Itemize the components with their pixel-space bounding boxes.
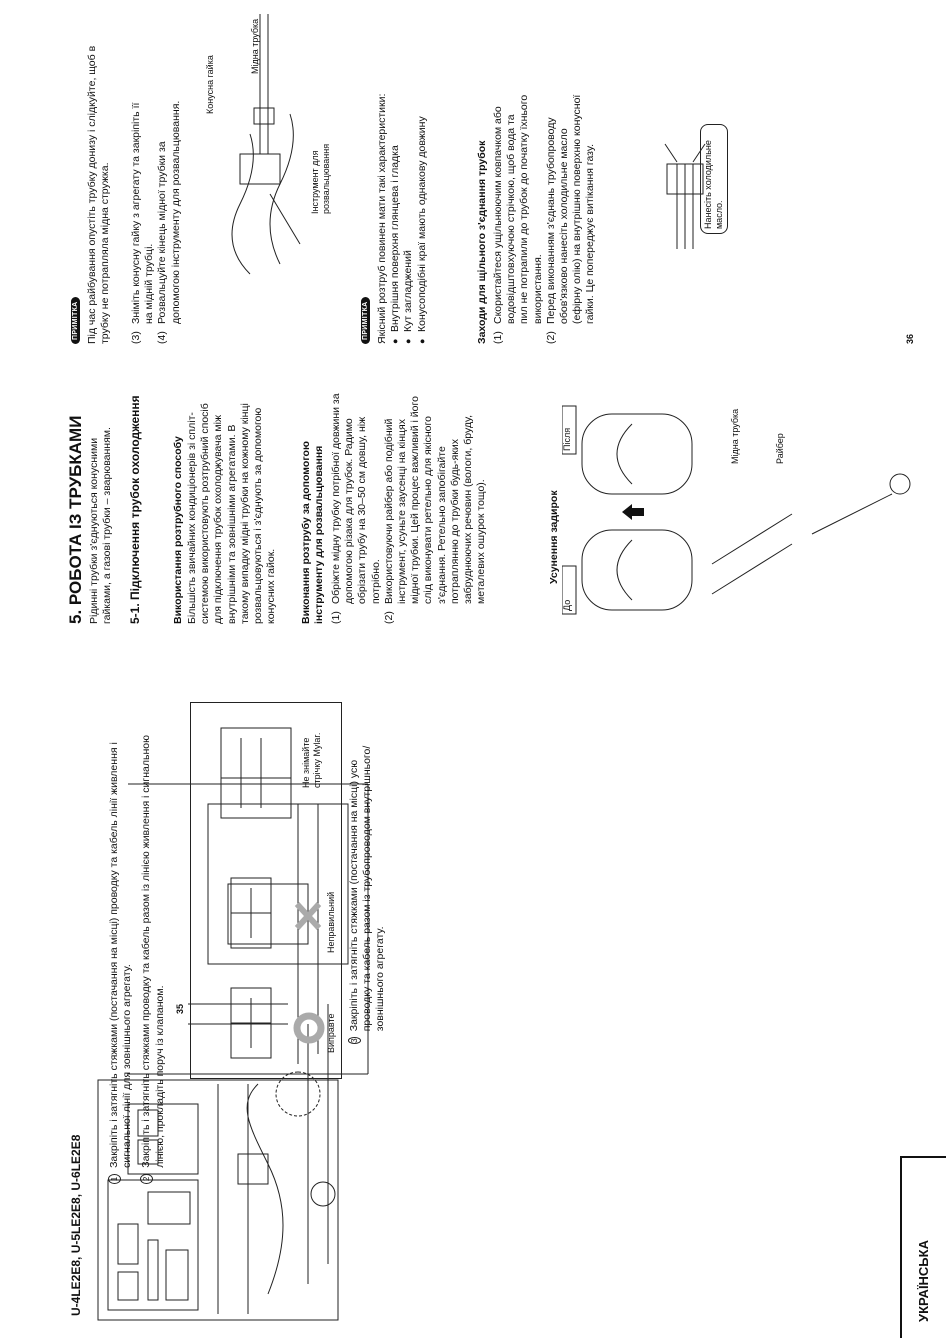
step-text: Зніміть конусну гайку з агрегату та закріпіть її на мідній трубці.	[130, 102, 156, 324]
seal-steps	[492, 94, 598, 344]
step-number: 1	[108, 1174, 121, 1184]
section5-heading	[66, 404, 86, 624]
left-step-2	[140, 704, 166, 1184]
note1	[64, 14, 112, 344]
mylar-note: Не знімайте стрічку Mylar.	[301, 732, 322, 788]
step-text: Використовуючи райбер або подібний інструмент, усуньте заусенці на кінцях мідної трубки. Цей процес важливий і його слід виконувати ретельно для якісного з'єднання. Ретельно запобігайте потраплянню до трубки будь-яких забруднюючих речовин (вологи, бруду, металевих ошурок тощо).	[382, 396, 488, 604]
flare-step-1	[330, 389, 383, 624]
page-number-right: 36	[905, 333, 915, 344]
subsection-title: 5-1. Підключення трубок охолодження	[128, 395, 142, 624]
seal-step-2	[545, 94, 598, 344]
note2-bullet: ● Внутрішня поверхня глянцева і гладка	[389, 24, 402, 344]
correct-label: Виправте	[326, 1013, 336, 1053]
flare-copper-label: Мідна трубка	[250, 18, 260, 74]
seal-title: Заходи для щільного з'єднання трубок	[476, 140, 488, 344]
copper-pipe-label: Мідна трубка	[730, 408, 740, 464]
step-text: Закріпіть і затягніть стяжками проводку та кабель разом із лінією живлення і сигнальною лінією, прокладіть поруч із клапаном.	[140, 734, 166, 1168]
callout-box	[190, 702, 342, 1079]
note1-text: Під час райбування опустіть трубку донизу і слідкуйте, щоб в трубку не потрапляла мідна стружка.	[86, 45, 112, 344]
section-intro: Рідинні трубки з'єднуються конусними гайками, а газові трубки – зварюванням.	[88, 427, 114, 624]
language-tab	[900, 1156, 946, 1338]
flare-nut-label: Конусна гайка	[205, 55, 215, 114]
wrong-label: Неправильний	[326, 891, 336, 953]
step-number: 2	[140, 1174, 153, 1184]
step-text: Обріжте мідну трубку потрібної довжини за допомогою різака для трубок. Радимо обрізати трубу на 30–50 см довшу, ніж потрібно.	[330, 393, 382, 604]
flare-step-2	[383, 389, 489, 624]
step-number: (2)	[382, 611, 395, 624]
before-label: До	[562, 599, 572, 611]
note-badge: ПРИМІТКА	[71, 297, 80, 344]
right-steps	[130, 94, 183, 344]
language-label: УКРАЇНСЬКА	[916, 1240, 931, 1322]
step-number: (2)	[544, 331, 557, 344]
step-number: (1)	[492, 331, 504, 344]
left-step-3	[348, 744, 388, 1044]
step-number: 3	[350, 1038, 359, 1043]
page-number-left: 35	[175, 1003, 185, 1014]
section-title: 5. РОБОТА ІЗ ТРУБКАМИ	[66, 415, 85, 624]
step-text: Закріпіть і затягніть стяжками (постачання на місці) усю проводку та кабель разом із трубопроводом внутрішнього/зовнішнього агрегату.	[348, 745, 387, 1032]
flare-use-text: Більшість звичайних кондиціонерів зі спліт-системою використовують розтрубний спосіб для підключення трубок охолоджувача між внутрішніми та зовнішніми агрегатами. В такому випадку мідні трубки на кожному кінці розвальцовуються і з'єднують за допомогою конусних гайок.	[186, 403, 278, 624]
reamer-label: Райбер	[775, 433, 785, 464]
flare-tool-label: Інструмент для розвальцювання	[310, 143, 331, 214]
after-label: Після	[562, 427, 572, 451]
flare-use-title: Використання розтрубного способу	[172, 436, 184, 624]
note2-bullet: ● Конусоподібні краї мають однакову довжину	[416, 24, 429, 344]
step-text: Скористайтеся ущільнюючим ковпачком або водовідштовхуючою стрічкою, щоб вода та пил не потрапили до трубок до початку їхнього використання.	[492, 94, 544, 324]
burr-removal-figure	[562, 404, 932, 624]
oil-label: Нанесіть холодильне масло.	[700, 124, 728, 234]
right-step-3	[130, 94, 156, 344]
note2-bullet: ● Кут загладжений	[402, 24, 415, 344]
right-step-4	[156, 94, 182, 344]
step-text: Перед виконанням з'єднань трубопроводу обов'язково нанесіть холодильне масло (ефірну олію) на внутрішню поверхню конусної гайки. Це попереджує витікання газу.	[544, 94, 597, 324]
left-steps	[108, 704, 167, 1184]
note2	[354, 24, 429, 344]
step-number: (3)	[130, 331, 142, 344]
note2-badge: ПРИМІТКА	[361, 297, 370, 344]
step-number: (4)	[156, 331, 169, 344]
note2-intro: Якісний розтруб повинен мати такі характеристики:	[376, 93, 388, 344]
seal-step-1	[492, 94, 545, 344]
left-step-1	[108, 704, 134, 1184]
step-number: (1)	[330, 611, 342, 624]
note2-bullets	[389, 24, 429, 344]
flare-tool-figure	[210, 4, 320, 284]
burr-title: Усунення задирок	[548, 490, 560, 584]
flare-make-title: Виконання розтрубу за допомогою інструменту для розвальцювання	[300, 441, 325, 624]
flare-steps	[330, 389, 488, 624]
model-header: U-4LE2E8, U-5LE2E8, U-6LE2E8	[69, 1134, 83, 1316]
step-text: Розвальцуйте кінець мідної трубки за допомогою інструменту для розвальцювання.	[156, 100, 182, 324]
step-text: Закріпіть і затягніть стяжками (постачання на місці) проводку та кабель лінії живлення і сигнальної лінії для зовнішнього агрегату.	[108, 742, 134, 1168]
